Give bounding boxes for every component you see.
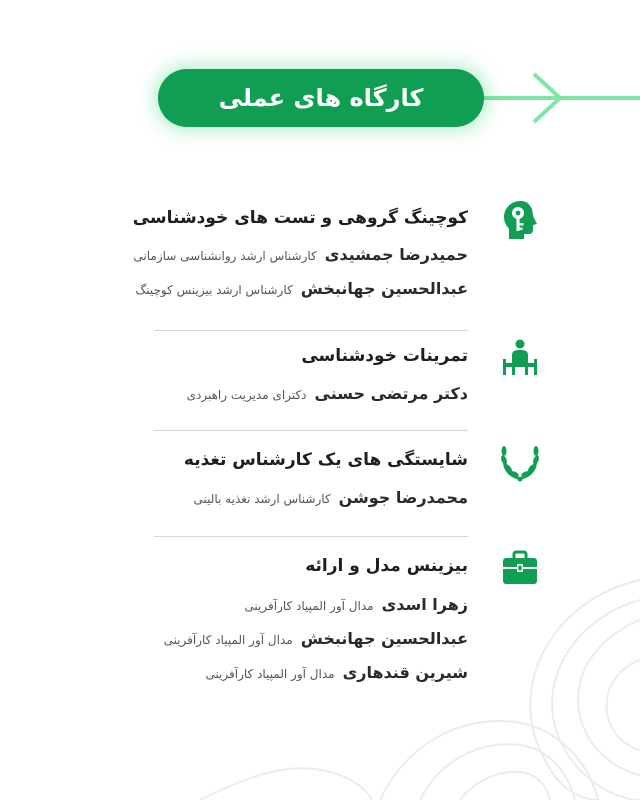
arrow-right-decoration [470, 70, 640, 126]
section-divider [154, 330, 468, 331]
section-title: شایستگی های یک کارشناس تغذیه [183, 450, 468, 470]
section-divider [154, 430, 468, 431]
instructor-name: عبدالحسین جهانبخش [300, 279, 468, 298]
instructor-name: عبدالحسین جهانبخش [300, 629, 468, 648]
section-divider [154, 536, 468, 537]
section-title: بیزینس مدل و ارائه [305, 556, 468, 576]
workshop-section [100, 442, 540, 522]
instructor-row [193, 488, 468, 507]
instructor-row [205, 663, 468, 682]
instructor-role: مدال آور المپیاد کارآفرینی [163, 633, 293, 647]
instructor-row [244, 595, 468, 614]
instructor-row [133, 245, 468, 264]
briefcase-icon [500, 548, 540, 588]
instructor-row [135, 279, 468, 298]
section-title: تمرینات خودشناسی [301, 346, 468, 366]
instructor-role: کارشناس ارشد تغذیه بالینی [193, 492, 331, 506]
instructor-row [164, 629, 468, 648]
instructor-name: محمدرضا جوشن [338, 488, 468, 507]
section-title: کوچینگ گروهی و تست های خودشناسی [132, 208, 468, 228]
workshop-section [100, 200, 540, 310]
instructor-role: مدال آور المپیاد کارآفرینی [205, 667, 335, 681]
instructor-role: کارشناس ارشد بیزینس کوچینگ [135, 283, 293, 297]
instructor-role: دکترای مدیریت راهبردی [186, 388, 307, 402]
header-title-pill [158, 69, 484, 127]
instructor-name: زهرا اسدی [381, 595, 468, 614]
workshop-section [100, 338, 540, 418]
instructor-name: دکتر مرتضی حسنی [314, 384, 468, 403]
instructor-role: کارشناس ارشد روانشناسی سازمانی [133, 249, 317, 263]
laurel-wreath-icon [500, 442, 540, 482]
instructor-name: حمیدرضا جمشیدی [324, 245, 468, 264]
instructor-name: شیرین قندهاری [342, 663, 468, 682]
instructor-row [187, 384, 468, 403]
instructor-role: مدال آور المپیاد کارآفرینی [244, 599, 374, 613]
head-key-icon [500, 200, 540, 240]
workshop-section [100, 548, 540, 688]
page-title: کارگاه های عملی [218, 84, 424, 112]
presenter-icon [500, 338, 540, 378]
